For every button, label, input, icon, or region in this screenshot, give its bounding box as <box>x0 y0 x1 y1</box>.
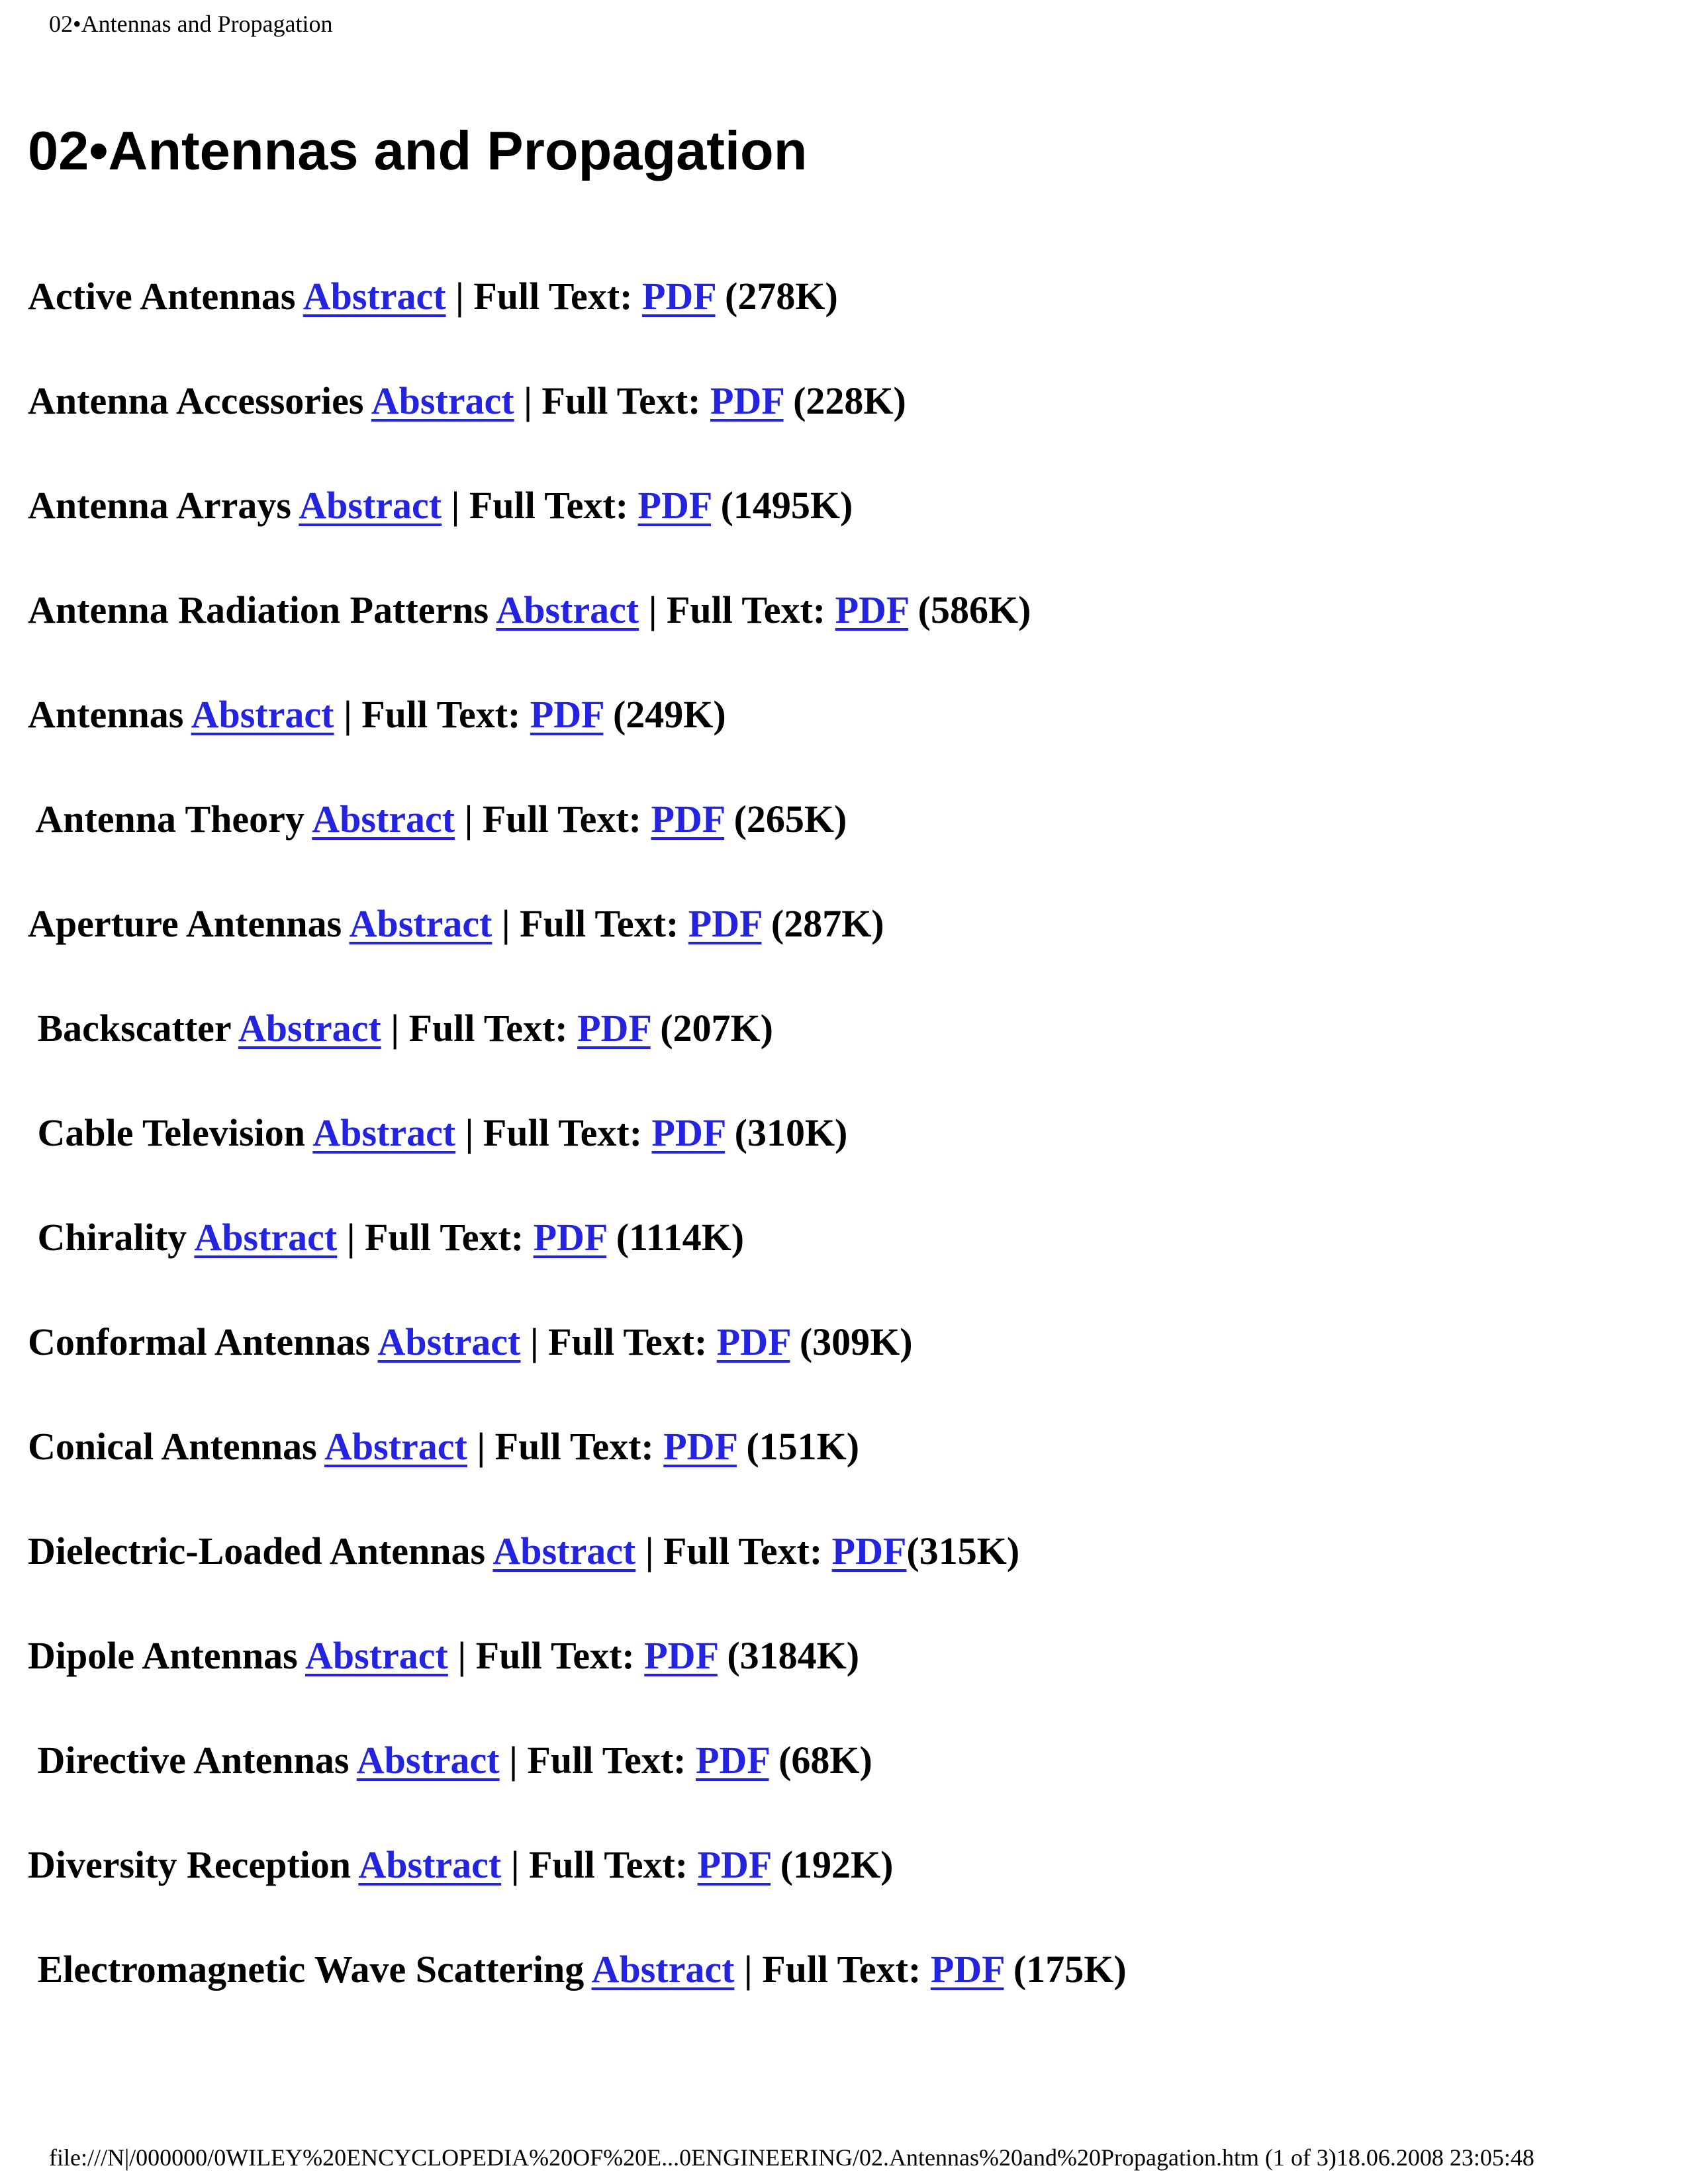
pdf-link[interactable]: PDF <box>696 1739 769 1782</box>
entry-gap <box>606 1216 616 1259</box>
full-text-label: Full Text: <box>482 797 641 841</box>
list-item <box>28 1737 1127 1842</box>
file-size: (1114K) <box>616 1216 745 1259</box>
abstract-link[interactable]: Abstract <box>299 484 442 527</box>
full-text-label: Full Text: <box>762 1948 921 1991</box>
entry-title: Antenna Arrays <box>28 484 291 527</box>
file-size: (310K) <box>734 1111 848 1154</box>
abstract-link[interactable]: Abstract <box>191 693 334 736</box>
footer-file-path: file:///N|/000000/0WILEY%20ENCYCLOPEDIA%20OF%20E...0ENGINEERING/02.Antennas%20and%20Propagation.htm (1 of 3)18.06.2008 23:05:48 <box>49 2144 1534 2171</box>
pdf-link[interactable]: PDF <box>831 1529 907 1572</box>
entry-title: Aperture Antennas <box>28 902 342 945</box>
entry-title: Conical Antennas <box>28 1425 317 1468</box>
abstract-link[interactable]: Abstract <box>349 902 492 945</box>
entry-gap <box>724 797 734 841</box>
full-text-label: Full Text: <box>548 1320 708 1363</box>
entry-title: Directive Antennas <box>37 1739 350 1782</box>
entry-title: Antenna Theory <box>35 797 305 841</box>
full-text-label: Full Text: <box>473 275 633 318</box>
entry-gap <box>718 1634 727 1677</box>
abstract-link[interactable]: Abstract <box>312 1111 456 1154</box>
pdf-link[interactable]: PDF <box>577 1007 651 1050</box>
list-item <box>28 1110 1127 1214</box>
file-size: (192K) <box>780 1843 894 1886</box>
entry-gap <box>771 1843 780 1886</box>
entry-title: Diversity Reception <box>28 1843 352 1886</box>
full-text-label: Full Text: <box>666 588 826 631</box>
abstract-link[interactable]: Abstract <box>303 275 446 318</box>
list-item <box>28 796 1127 901</box>
abstract-link[interactable]: Abstract <box>238 1007 381 1050</box>
file-size: (315K) <box>906 1529 1020 1572</box>
entry-gap <box>737 1425 747 1468</box>
separator: | <box>743 1948 753 1991</box>
separator: | <box>645 1529 654 1572</box>
list-item <box>28 1005 1127 1110</box>
abstract-link[interactable]: Abstract <box>194 1216 338 1259</box>
separator: | <box>346 1216 355 1259</box>
pdf-link[interactable]: PDF <box>641 275 716 318</box>
pdf-link[interactable]: PDF <box>651 797 725 841</box>
entry-gap <box>716 275 726 318</box>
pdf-link[interactable]: PDF <box>533 1216 607 1259</box>
separator: | <box>464 797 473 841</box>
full-text-label: Full Text: <box>475 1634 635 1677</box>
list-item <box>28 1424 1127 1528</box>
entry-gap <box>908 588 918 631</box>
entry-indent <box>28 1216 38 1259</box>
pdf-link[interactable]: PDF <box>663 1425 737 1468</box>
full-text-label: Full Text: <box>469 484 629 527</box>
separator: | <box>343 693 352 736</box>
separator: | <box>648 588 657 631</box>
abstract-link[interactable]: Abstract <box>591 1948 735 1991</box>
entry-title: Chirality <box>37 1216 187 1259</box>
file-size: (68K) <box>778 1739 872 1782</box>
file-size: (287K) <box>771 902 884 945</box>
abstract-link[interactable]: Abstract <box>358 1843 502 1886</box>
abstract-link[interactable]: Abstract <box>496 588 639 631</box>
pdf-link[interactable]: PDF <box>930 1948 1004 1991</box>
separator: | <box>477 1425 486 1468</box>
abstract-link[interactable]: Abstract <box>371 379 514 422</box>
full-text-label: Full Text: <box>528 1843 688 1886</box>
entry-title: Cable Television <box>37 1111 305 1154</box>
full-text-label: Full Text: <box>520 902 679 945</box>
pdf-link[interactable]: PDF <box>835 588 909 631</box>
entry-indent <box>28 1007 38 1050</box>
file-size: (309K) <box>799 1320 913 1363</box>
pdf-link[interactable]: PDF <box>697 1843 771 1886</box>
entry-gap <box>725 1111 735 1154</box>
entry-title: Conformal Antennas <box>28 1320 371 1363</box>
list-item <box>28 1319 1127 1424</box>
entry-gap <box>790 1320 800 1363</box>
full-text-label: Full Text: <box>483 1111 643 1154</box>
entry-gap <box>769 1739 779 1782</box>
list-item <box>28 273 1127 378</box>
pdf-link[interactable]: PDF <box>651 1111 726 1154</box>
separator: | <box>530 1320 539 1363</box>
separator: | <box>501 902 510 945</box>
full-text-label: Full Text: <box>663 1529 823 1572</box>
entry-title: Dielectric-Loaded Antennas <box>28 1529 486 1572</box>
entry-indent <box>28 1111 38 1154</box>
separator: | <box>451 484 460 527</box>
file-size: (249K) <box>612 693 726 736</box>
abstract-link[interactable]: Abstract <box>305 1634 448 1677</box>
list-item <box>28 1842 1127 1946</box>
pdf-link[interactable]: PDF <box>530 693 604 736</box>
full-text-label: Full Text: <box>527 1739 686 1782</box>
file-size: (1495K) <box>720 484 853 527</box>
list-item <box>28 901 1127 1005</box>
list-item <box>28 587 1127 692</box>
entry-gap <box>784 379 794 422</box>
abstract-link[interactable]: Abstract <box>377 1320 521 1363</box>
file-size: (3184K) <box>727 1634 860 1677</box>
full-text-label: Full Text: <box>364 1216 524 1259</box>
separator: | <box>465 1111 474 1154</box>
entry-gap <box>1004 1948 1013 1991</box>
separator: | <box>455 275 464 318</box>
file-size: (278K) <box>725 275 838 318</box>
entry-list <box>28 273 1127 2051</box>
abstract-link[interactable]: Abstract <box>312 797 455 841</box>
file-size: (207K) <box>660 1007 773 1050</box>
full-text-label: Full Text: <box>361 693 521 736</box>
pdf-link[interactable]: PDF <box>710 379 784 422</box>
abstract-link[interactable]: Abstract <box>324 1425 467 1468</box>
separator: | <box>457 1634 467 1677</box>
list-item <box>28 692 1127 796</box>
full-text-label: Full Text: <box>541 379 701 422</box>
entry-indent <box>28 797 35 841</box>
entry-indent <box>28 1948 38 1991</box>
pdf-link[interactable]: PDF <box>644 1634 718 1677</box>
entry-gap <box>603 693 613 736</box>
file-size: (175K) <box>1013 1948 1127 1991</box>
entry-title: Electromagnetic Wave Scattering <box>37 1948 585 1991</box>
entry-title: Antenna Accessories <box>28 379 364 422</box>
entry-gap <box>711 484 721 527</box>
entry-title: Active Antennas <box>28 275 296 318</box>
pdf-link[interactable]: PDF <box>688 902 762 945</box>
abstract-link[interactable]: Abstract <box>356 1739 500 1782</box>
list-item <box>28 1633 1127 1737</box>
entry-title: Antenna Radiation Patterns <box>28 588 489 631</box>
page-title: 02•Antennas and Propagation <box>28 120 808 181</box>
list-item <box>28 482 1127 587</box>
file-size: (228K) <box>793 379 906 422</box>
list-item <box>28 1946 1127 2051</box>
separator: | <box>524 379 532 422</box>
separator: | <box>510 1843 520 1886</box>
entry-title: Antennas <box>28 693 184 736</box>
pdf-link[interactable]: PDF <box>637 484 712 527</box>
file-size: (586K) <box>917 588 1031 631</box>
full-text-label: Full Text: <box>494 1425 654 1468</box>
separator: | <box>509 1739 518 1782</box>
pdf-link[interactable]: PDF <box>716 1320 790 1363</box>
entry-gap <box>651 1007 661 1050</box>
separator: | <box>391 1007 400 1050</box>
list-item <box>28 1528 1127 1633</box>
entry-gap <box>761 902 771 945</box>
file-size: (151K) <box>746 1425 860 1468</box>
abstract-link[interactable]: Abstract <box>492 1529 636 1572</box>
file-size: (265K) <box>733 797 847 841</box>
running-header: 02•Antennas and Propagation <box>49 11 333 37</box>
entry-indent <box>28 1739 38 1782</box>
list-item <box>28 378 1127 482</box>
entry-title: Dipole Antennas <box>28 1634 298 1677</box>
entry-title: Backscatter <box>37 1007 231 1050</box>
full-text-label: Full Text: <box>408 1007 568 1050</box>
list-item <box>28 1214 1127 1319</box>
